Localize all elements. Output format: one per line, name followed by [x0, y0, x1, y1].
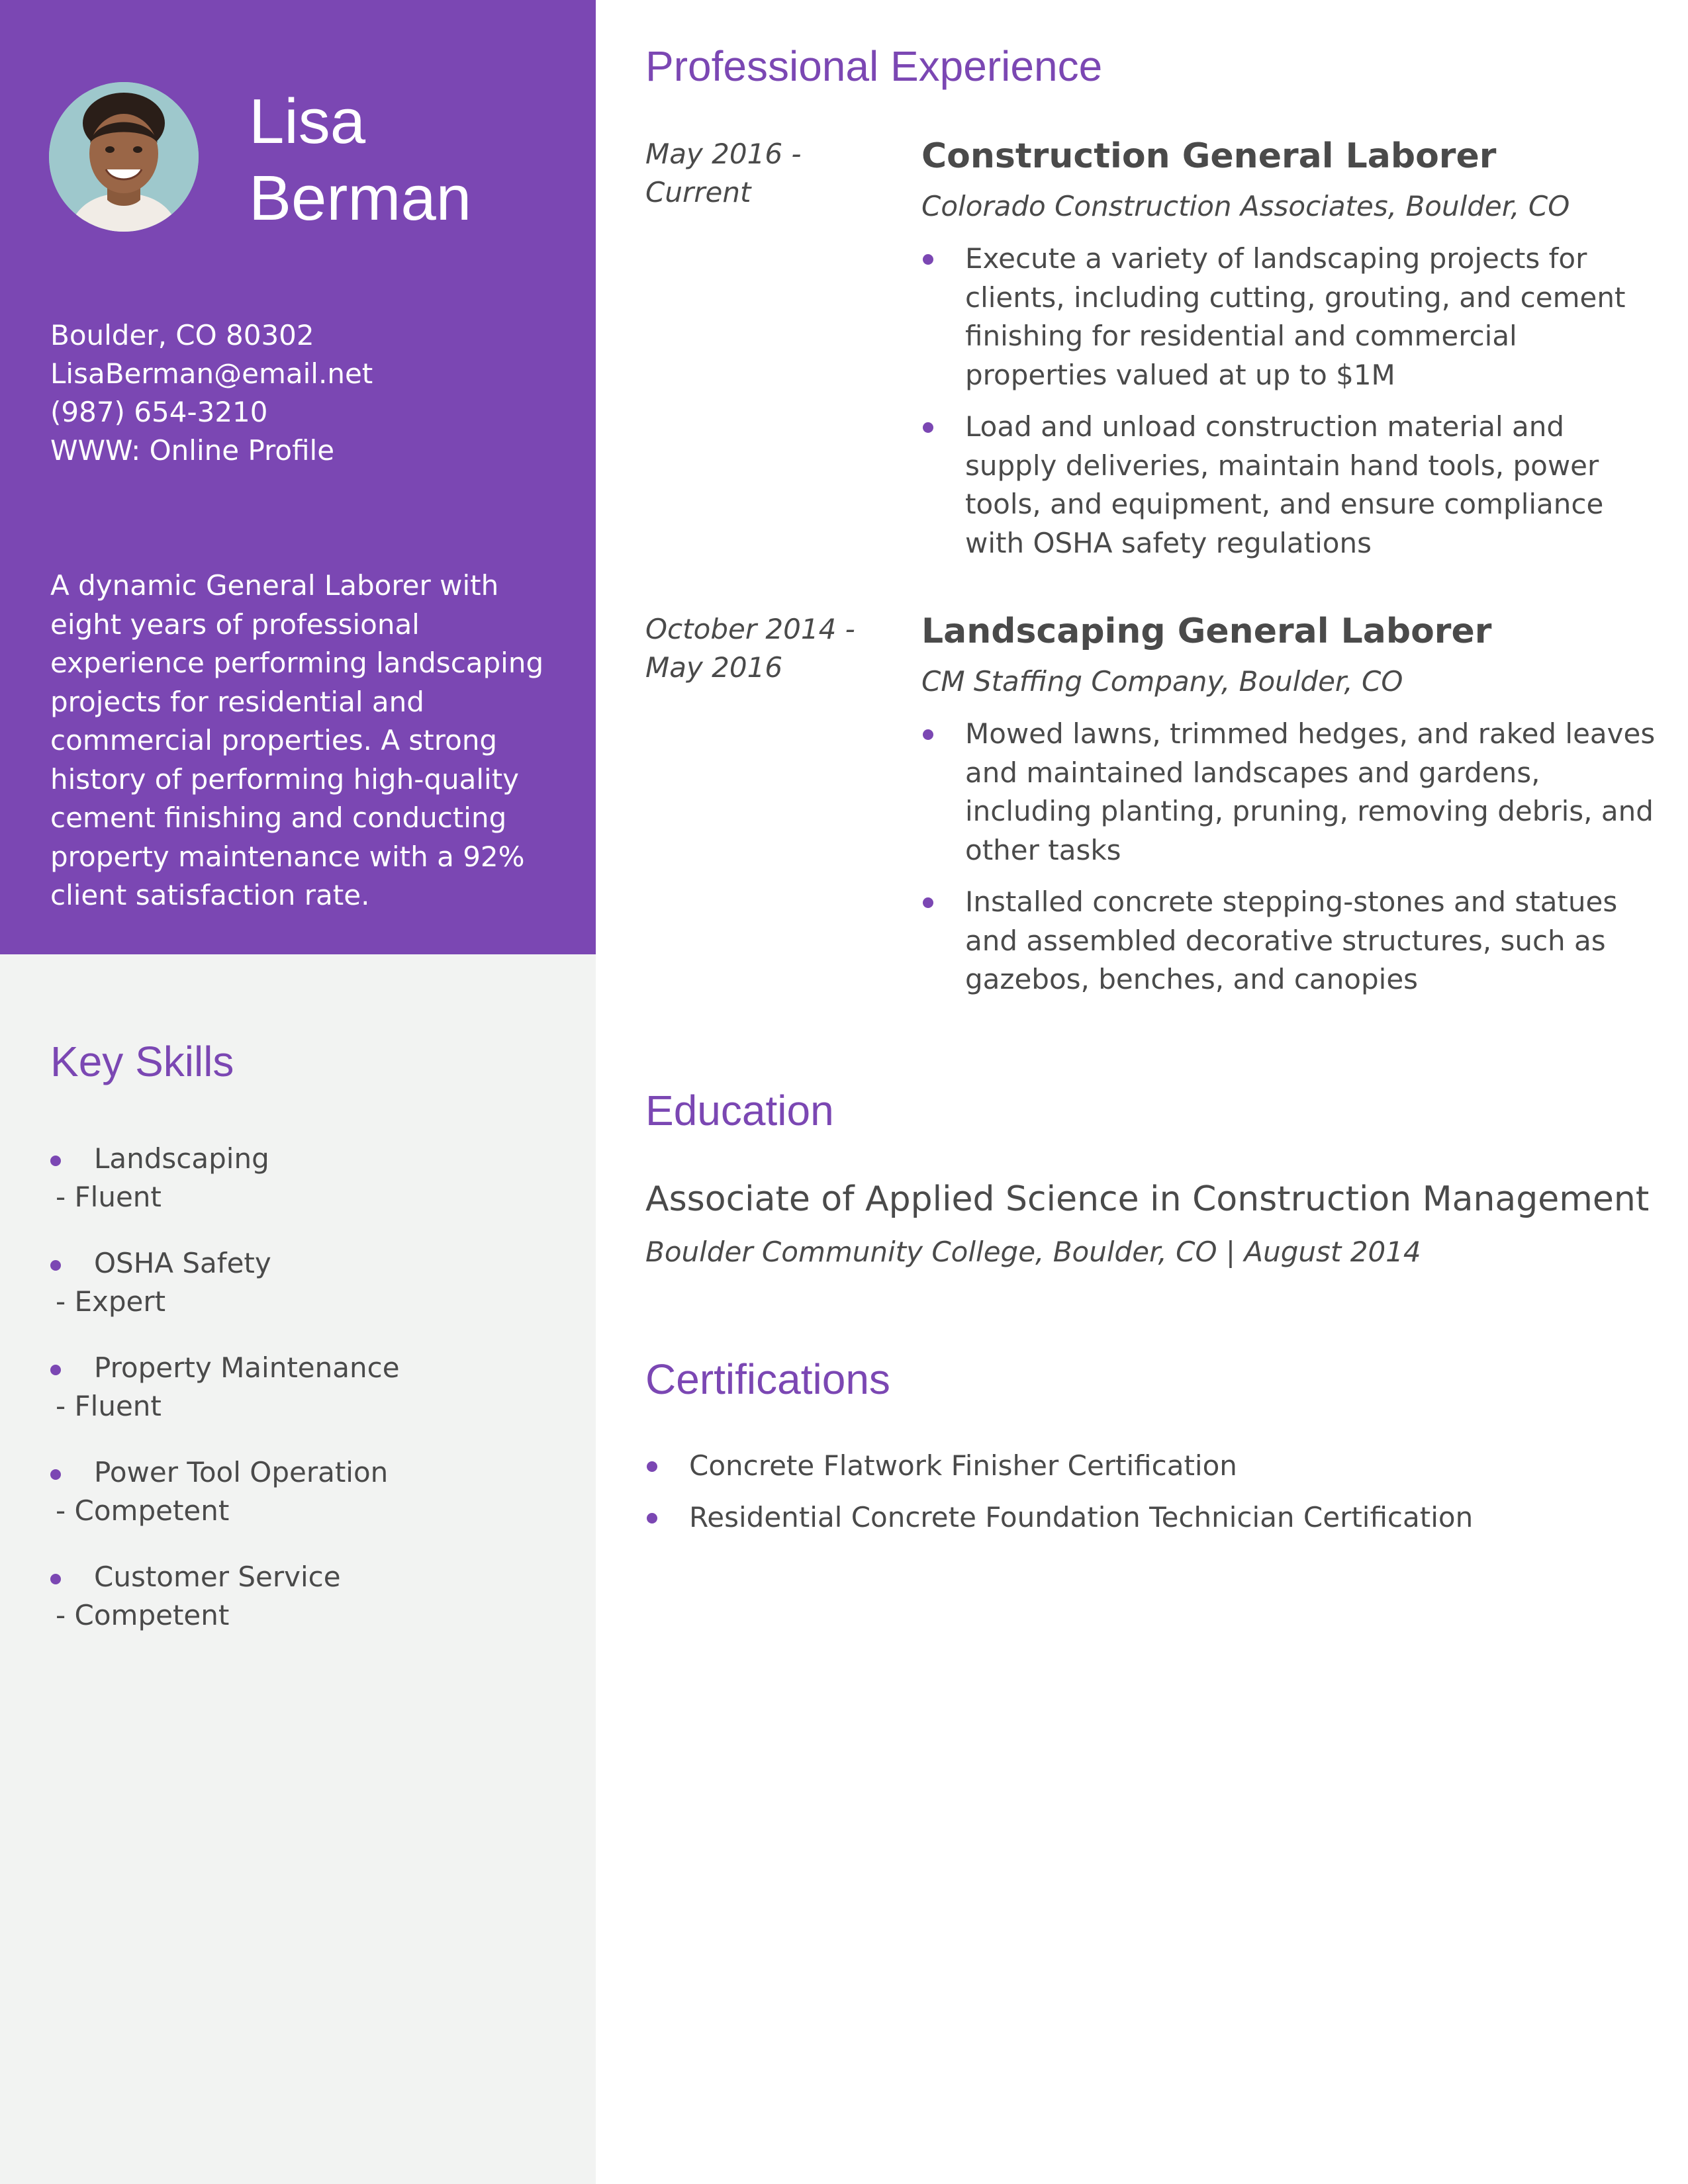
bullet-icon [923, 729, 933, 740]
skill-level: - Competent [56, 1599, 230, 1631]
bullet-icon [50, 1156, 61, 1166]
key-skills-heading: Key Skills [50, 1038, 234, 1085]
job-company: CM Staffing Company, Boulder, CO [921, 665, 1403, 698]
contact-info [50, 316, 567, 470]
last-name: Berman [249, 163, 472, 234]
sidebar [0, 0, 596, 2184]
bullet-icon [50, 1469, 61, 1480]
job-title: Construction General Laborer [921, 136, 1497, 176]
skill-item [50, 1558, 567, 1662]
bullet-icon [50, 1574, 61, 1584]
skill-item [50, 1349, 567, 1453]
contact-email[interactable]: LisaBerman@email.net [50, 357, 373, 390]
sidebar-header-panel [0, 0, 596, 954]
bullet-text: Execute a variety of landscaping projects for clients, including cutting, grouting, and cement finishing for residential and commercial properties valued at up to $1M [965, 242, 1626, 391]
bullet-text: Mowed lawns, trimmed hedges, and raked leaves and maintained landscapes and gardens, including planting, pruning, removing debris, and other tasks [965, 717, 1656, 866]
skill-name: OSHA Safety [94, 1247, 271, 1279]
first-name: Lisa [249, 86, 366, 157]
list-item [645, 1447, 1665, 1485]
list-item [921, 240, 1656, 394]
job-dates: May 2016 - Current [645, 138, 802, 208]
contact-location: Boulder, CO 80302 [50, 319, 314, 351]
skill-item [50, 1140, 567, 1244]
candidate-name [249, 83, 580, 237]
skill-name: Power Tool Operation [94, 1456, 389, 1488]
experience-heading: Professional Experience [645, 42, 1103, 90]
skill-name: Property Maintenance [94, 1351, 400, 1384]
job-dates: October 2014 - May 2016 [645, 613, 855, 684]
school-info: Boulder Community College, Boulder, CO | August 2014 [645, 1236, 1421, 1268]
skill-level: - Competent [56, 1494, 230, 1527]
list-item [921, 715, 1656, 870]
job-title: Landscaping General Laborer [921, 612, 1492, 651]
bullet-icon [647, 1461, 657, 1472]
bullet-icon [923, 422, 933, 433]
bullet-icon [647, 1513, 657, 1524]
avatar [49, 82, 199, 232]
degree-name: Associate of Applied Science in Construction Management [645, 1179, 1650, 1219]
contact-phone[interactable]: (987) 654-3210 [50, 396, 268, 428]
list-item [645, 1498, 1665, 1537]
list-item [921, 408, 1656, 563]
person-photo-icon [49, 82, 199, 232]
skill-name: Landscaping [94, 1142, 269, 1175]
professional-summary: A dynamic General Laborer with eight years of professional experience performing landscaping projects for residential and commercial properties. A strong history of performing high-quality cement finishing and conducting property maintenance with a 92% client satisfaction rate. [50, 569, 544, 911]
certification-name: Residential Concrete Foundation Technician Certification [689, 1501, 1474, 1533]
skill-level: - Expert [56, 1285, 166, 1318]
certifications-heading: Certifications [645, 1355, 890, 1403]
skills-list [50, 1140, 567, 1662]
certification-name: Concrete Flatwork Finisher Certification [689, 1449, 1237, 1482]
bullet-icon [50, 1365, 61, 1375]
skill-item [50, 1453, 567, 1558]
bullet-icon [50, 1260, 61, 1271]
skill-level: - Fluent [56, 1390, 162, 1422]
certifications-list [645, 1447, 1665, 1550]
education-heading: Education [645, 1087, 834, 1134]
bullet-text: Installed concrete stepping-stones and statues and assembled decorative structures, such as gazebos, benches, and canopies [965, 886, 1618, 995]
skill-name: Customer Service [94, 1561, 341, 1593]
skill-item [50, 1244, 567, 1349]
contact-website[interactable]: WWW: Online Profile [50, 434, 335, 467]
bullet-icon [923, 254, 933, 265]
skill-level: - Fluent [56, 1181, 162, 1213]
list-item [921, 883, 1656, 999]
bullet-text: Load and unload construction material and supply deliveries, maintain hand tools, power tools, and equipment, and ensure compliance with OSHA safety regulations [965, 410, 1604, 559]
job-company: Colorado Construction Associates, Boulder, CO [921, 190, 1570, 222]
job-bullets [921, 715, 1656, 1013]
job-bullets [921, 240, 1656, 576]
bullet-icon [923, 897, 933, 908]
